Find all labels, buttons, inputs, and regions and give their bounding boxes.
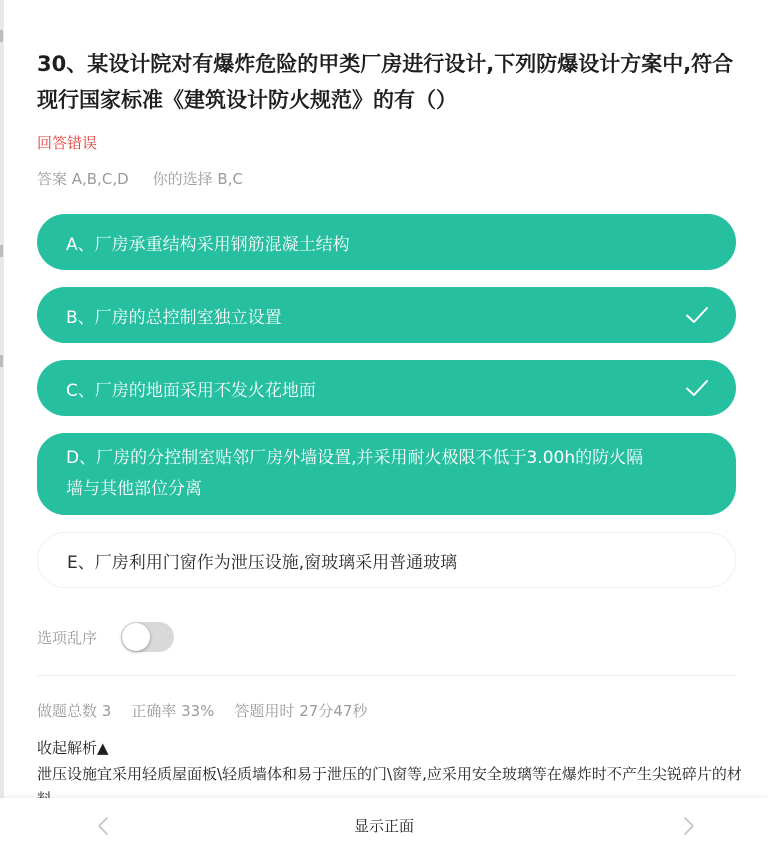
- option-e[interactable]: [37, 532, 736, 588]
- option-a[interactable]: [37, 214, 736, 270]
- shuffle-toggle[interactable]: [121, 622, 174, 652]
- option-label: A、厂房承重结构采用钢筋混凝土结构: [66, 234, 350, 255]
- chevron-right-icon[interactable]: [676, 814, 700, 838]
- left-edge-strip: [0, 0, 4, 854]
- show-front-button[interactable]: 显示正面: [353, 817, 414, 835]
- collapse-analysis-button[interactable]: 收起解析▲: [37, 739, 109, 757]
- accuracy: 正确率 33%: [131, 702, 215, 720]
- options-list: [37, 214, 736, 605]
- option-label: C、厂房的地面采用不发火花地面: [66, 380, 316, 401]
- stats-line: [37, 700, 367, 721]
- correct-answer: 答案 A,B,C,D: [37, 170, 129, 188]
- left-edge-mark: [0, 245, 3, 257]
- option-label: D、厂房的分控制室贴邻厂房外墙设置,并采用耐火极限不低于3.00h的防火隔墙与其他部位分离: [66, 448, 644, 499]
- result-status: 回答错误: [37, 134, 98, 152]
- question-number: 30、: [37, 52, 88, 76]
- option-label: E、厂房利用门窗作为泄压设施,窗玻璃采用普通玻璃: [67, 552, 458, 573]
- answer-line: [37, 168, 243, 189]
- left-edge-mark: [0, 355, 3, 367]
- option-d[interactable]: [37, 433, 736, 515]
- check-icon: [685, 376, 709, 400]
- option-c[interactable]: [37, 360, 736, 416]
- toggle-knob: [122, 623, 150, 651]
- question-text: 某设计院对有爆炸危险的甲类厂房进行设计,下列防爆设计方案中,符合现行国家标准《建筑设计防火规范》的有（）: [37, 52, 734, 112]
- option-label: B、厂房的总控制室独立设置: [66, 307, 282, 328]
- bottom-bar: [0, 798, 768, 854]
- divider: [37, 675, 736, 676]
- check-icon: [685, 303, 709, 327]
- time-used: 答题用时 27分47秒: [234, 702, 368, 720]
- option-b[interactable]: [37, 287, 736, 343]
- left-edge-mark: [0, 30, 3, 42]
- your-choice: 你的选择 B,C: [152, 170, 243, 188]
- total-count: 做题总数 3: [37, 702, 112, 720]
- shuffle-label: 选项乱序: [37, 629, 98, 647]
- analysis-text: 泄压设施宜采用轻质屋面板\轻质墙体和易于泄压的门\窗等,应采用安全玻璃等在爆炸时不产生尖锐碎片的材: [37, 765, 742, 783]
- question-title: [37, 46, 742, 118]
